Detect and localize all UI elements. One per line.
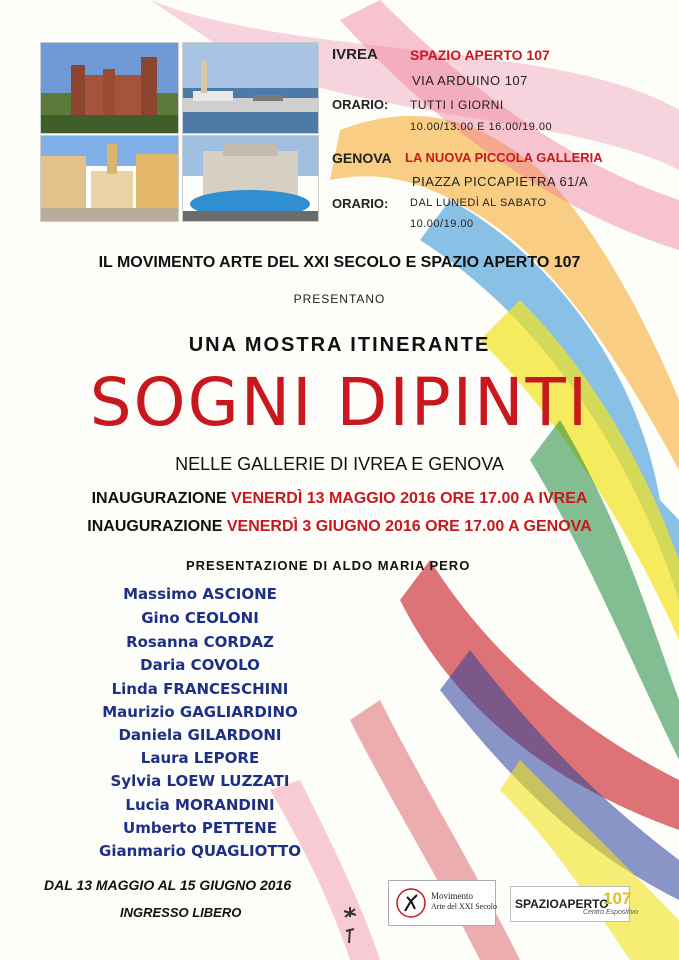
venue-genova-city: GENOVA — [332, 150, 392, 166]
organizers-line: IL MOVIMENTO ARTE DEL XXI SECOLO E SPAZIO APERTO 107 — [98, 254, 581, 271]
photo-genova-fountain — [182, 135, 319, 222]
artist-name: Rosanna CORDAZ — [126, 633, 274, 651]
exhibition-title: SOGNI DIPINTI — [89, 364, 590, 441]
artist-name: Gianmario QUAGLIOTTO — [99, 842, 301, 860]
exhibition-dates: DAL 13 MAGGIO AL 15 GIUGNO 2016 — [44, 877, 292, 893]
photo-genova-port — [182, 42, 319, 134]
artist-name: Laura LEPORE — [140, 749, 260, 767]
logo-spazio-sub: Centro Espositivo — [583, 909, 638, 916]
venue-ivrea-city: IVREA — [332, 46, 378, 63]
inauguration-label: INAUGURAZIONE — [91, 490, 227, 507]
logo-spazio-text: SPAZIOAPERTO — [515, 897, 609, 911]
artist-name: Massimo ASCIONE — [123, 585, 277, 603]
sketch-figure-icon — [338, 905, 362, 945]
photo-ivrea-square — [40, 135, 179, 222]
venue-genova-name: LA NUOVA PICCOLA GALLERIA — [405, 150, 603, 165]
artist-name: Daniela GILARDONI — [118, 726, 282, 744]
inauguration-ivrea — [0, 490, 679, 508]
artist-name: Linda FRANCESCHINI — [111, 680, 289, 698]
artist-name: Maurizio GAGLIARDINO — [102, 703, 298, 721]
venue-ivrea-hours-label: ORARIO: — [332, 97, 389, 112]
entry-info: INGRESSO LIBERO — [120, 905, 242, 920]
venue-ivrea-address: VIA ARDUINO 107 — [412, 73, 528, 88]
galleries-line: NELLE GALLERIE DI IVREA E GENOVA — [175, 454, 504, 474]
venue-genova-hours-times: 10.00/19.00 — [410, 218, 474, 230]
venue-genova-hours-days: DAL LUNEDÌ AL SABATO — [410, 197, 547, 209]
venue-genova-hours-label: ORARIO: — [332, 196, 389, 211]
exhibition-subtitle: UNA MOSTRA ITINERANTE — [188, 334, 491, 356]
inauguration-label: INAUGURAZIONE — [87, 518, 223, 535]
venue-genova-address: PIAZZA PICCAPIETRA 61/A — [412, 174, 589, 189]
artist-name: Sylvia LOEW LUZZATI — [110, 772, 290, 790]
dancer-icon — [395, 887, 427, 919]
artist-name: Umberto PETTENE — [123, 819, 277, 837]
venue-ivrea-hours-days: TUTTI I GIORNI — [410, 98, 504, 112]
logo-movimento — [388, 880, 496, 926]
venue-ivrea-hours-times: 10.00/13.00 E 16.00/19.00 — [410, 121, 553, 133]
presentano-line: PRESENTANO — [293, 292, 386, 306]
artist-name: Gino CEOLONI — [141, 609, 259, 627]
inauguration-genova — [0, 518, 679, 536]
inauguration-detail: VENERDÌ 3 GIUGNO 2016 ORE 17.00 A GENOVA — [226, 518, 592, 535]
logo-spazio-aperto — [510, 886, 638, 922]
logo-spazio-number: 107 — [603, 889, 632, 908]
presentation-line: PRESENTAZIONE DI ALDO MARIA PERO — [186, 558, 471, 573]
logo-movimento-line1: Movimento — [431, 891, 473, 901]
artist-name: Lucia MORANDINI — [125, 796, 275, 814]
artist-name: Daria COVOLO — [140, 656, 260, 674]
photo-ivrea-castle — [40, 42, 179, 134]
venue-ivrea-name: SPAZIO APERTO 107 — [410, 47, 550, 63]
logo-movimento-line2: Arte del XXI Secolo — [431, 902, 497, 911]
inauguration-detail: VENERDÌ 13 MAGGIO 2016 ORE 17.00 A IVREA — [231, 490, 588, 507]
